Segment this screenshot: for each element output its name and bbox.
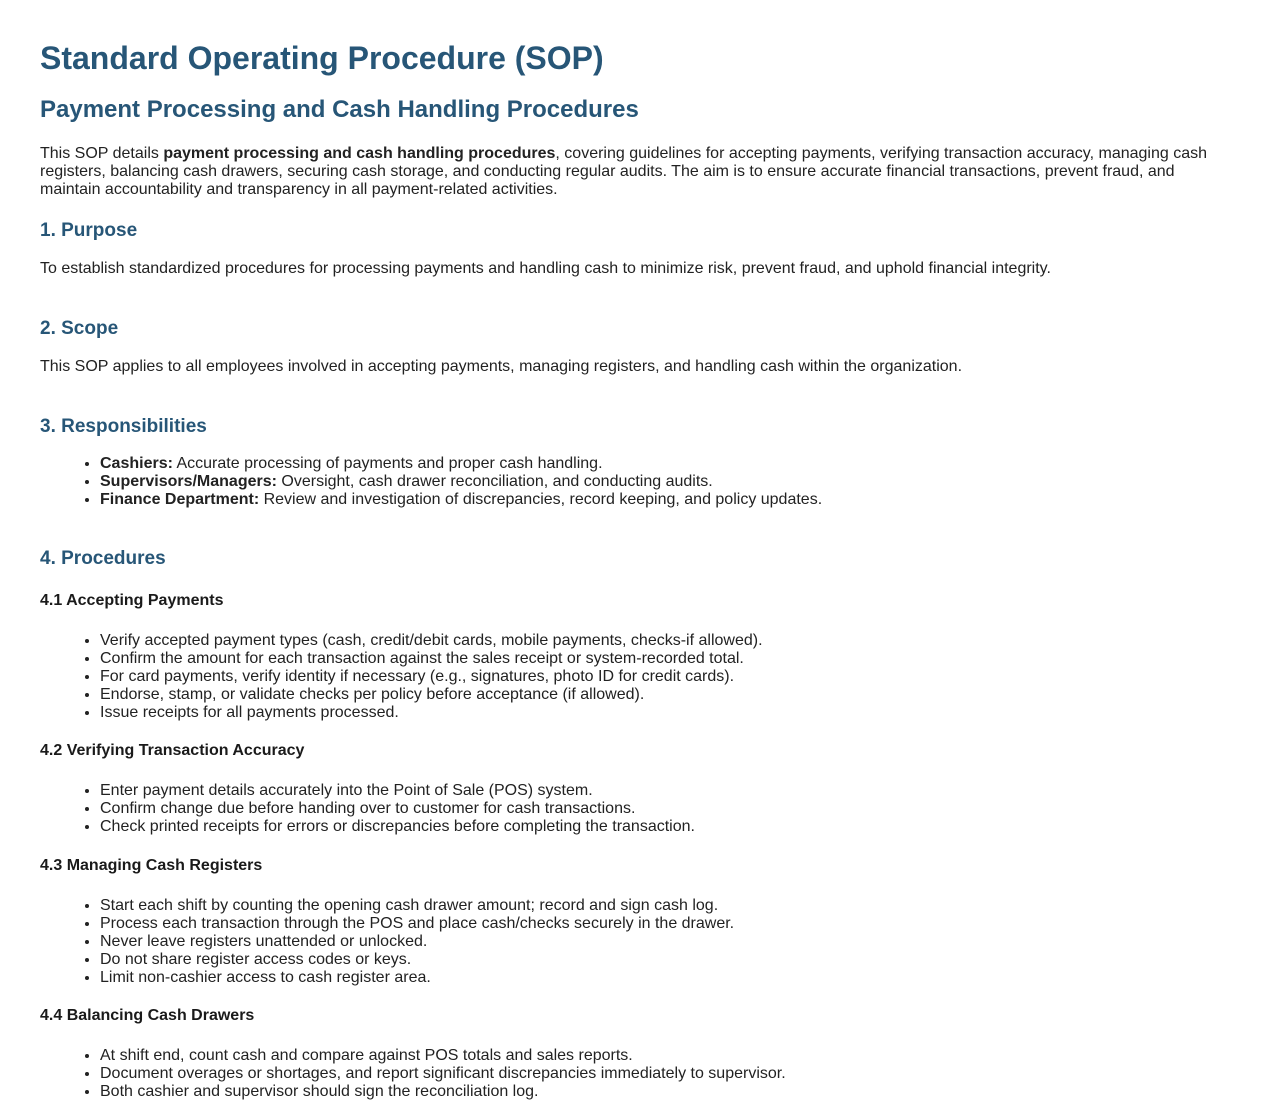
- responsibility-text: Review and investigation of discrepancies, record keeping, and policy updates.: [259, 491, 823, 508]
- page-title: Standard Operating Procedure (SOP): [40, 40, 604, 76]
- scope-heading: 2. Scope: [40, 318, 119, 339]
- procedure-list-4-2: [40, 782, 1223, 836]
- list-item: • Confirm the amount for each transaction against the sales receipt or system-recorded total.: [100, 650, 1223, 668]
- list-item: • For card payments, verify identity if necessary (e.g., signatures, photo ID for credit cards).: [100, 668, 1223, 686]
- scope-text: This SOP applies to all employees involved in accepting payments, managing registers, and handling cash within the organization.: [40, 358, 963, 375]
- intro-prefix: This SOP details: [40, 145, 164, 162]
- list-item: • Endorse, stamp, or validate checks per policy before acceptance (if allowed).: [100, 686, 1223, 704]
- list-item: • Do not share register access codes or keys.: [100, 951, 1223, 969]
- intro-paragraph: [40, 145, 1223, 199]
- intro-bold: payment processing and cash handling procedures: [163, 145, 556, 162]
- list-item: • Enter payment details accurately into the Point of Sale (POS) system.: [100, 782, 1223, 800]
- procedure-list-4-3: [40, 897, 1223, 987]
- responsibility-role: Finance Department:: [100, 491, 260, 508]
- procedure-subheading-4-2: 4.2 Verifying Transaction Accuracy: [40, 742, 305, 759]
- list-item: • Confirm change due before handing over to customer for cash transactions.: [100, 800, 1223, 818]
- page-subtitle: Payment Processing and Cash Handling Procedures: [40, 96, 639, 123]
- responsibilities-heading: 3. Responsibilities: [40, 416, 207, 437]
- list-item: • Limit non-cashier access to cash register area.: [100, 969, 1223, 987]
- responsibility-text: Oversight, cash drawer reconciliation, and conducting audits.: [276, 473, 713, 490]
- responsibility-role: Cashiers:: [100, 455, 173, 472]
- procedure-subheading-4-1: 4.1 Accepting Payments: [40, 592, 224, 609]
- procedures-heading: 4. Procedures: [40, 548, 166, 569]
- list-item: • Both cashier and supervisor should sign the reconciliation log.: [100, 1083, 1223, 1101]
- responsibility-text: Accurate processing of payments and proper cash handling.: [172, 455, 603, 472]
- responsibility-item: [100, 491, 1223, 509]
- procedure-subheading-4-3: 4.3 Managing Cash Registers: [40, 857, 263, 874]
- procedure-list-4-4: [40, 1047, 1223, 1101]
- list-item: • Never leave registers unattended or unlocked.: [100, 933, 1223, 951]
- responsibilities-list: [40, 455, 1223, 509]
- list-item: • Start each shift by counting the opening cash drawer amount; record and sign cash log.: [100, 897, 1223, 915]
- list-item: • Document overages or shortages, and report significant discrepancies immediately to supervisor.: [100, 1065, 1223, 1083]
- responsibility-role: Supervisors/Managers:: [100, 473, 277, 490]
- procedure-list-4-1: [40, 632, 1223, 722]
- procedure-subheading-4-4: 4.4 Balancing Cash Drawers: [40, 1007, 255, 1024]
- list-item: • At shift end, count cash and compare against POS totals and sales reports.: [100, 1047, 1223, 1065]
- responsibility-item: [100, 473, 1223, 491]
- purpose-heading: 1. Purpose: [40, 220, 138, 241]
- list-item: • Verify accepted payment types (cash, credit/debit cards, mobile payments, checks-if allowed).: [100, 632, 1223, 650]
- list-item: • Process each transaction through the POS and place cash/checks securely in the drawer.: [100, 915, 1223, 933]
- list-item: • Issue receipts for all payments processed.: [100, 704, 1223, 722]
- responsibility-item: [100, 455, 1223, 473]
- list-item: • Check printed receipts for errors or discrepancies before completing the transaction.: [100, 818, 1223, 836]
- intro-suffix: , covering guidelines for accepting payments, verifying transaction accuracy, managing cash registers, balancing cash drawers, securing cash storage, and conducting regular audits. The aim is to ensure accurate financial transactions, prevent fraud, and maintain accountability and transparency in all payment-related activities.: [40, 145, 1208, 198]
- purpose-text: To establish standardized procedures for processing payments and handling cash to minimize risk, prevent fraud, and uphold financial integrity.: [40, 260, 1051, 277]
